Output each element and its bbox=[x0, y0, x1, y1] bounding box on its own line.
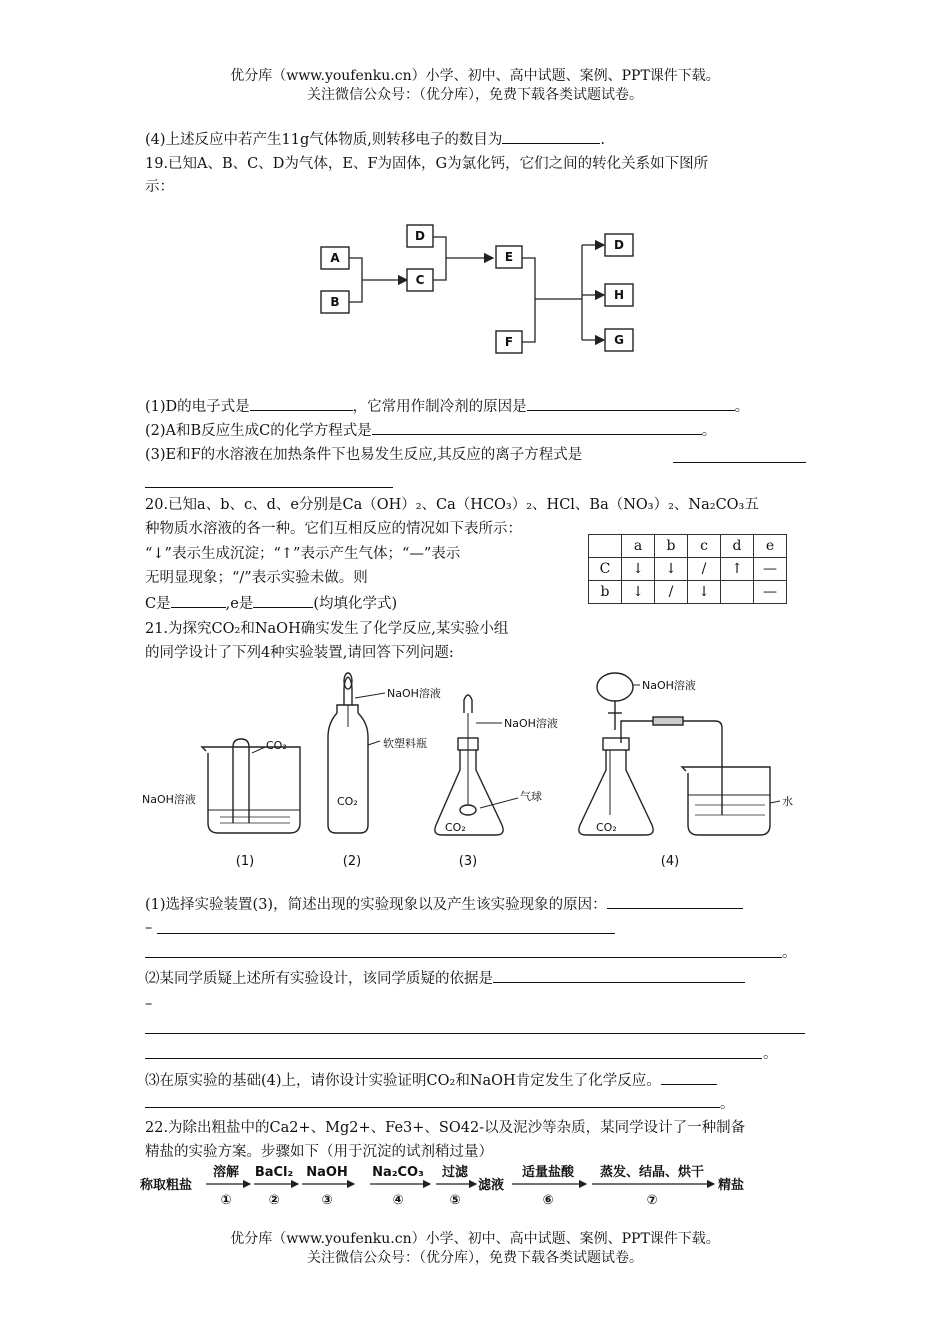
q19-part1: (1)D的电子式是 ，它常用作制冷剂的原因是 。 bbox=[145, 395, 749, 418]
q19-part3: (3)E和F的水溶液在加热条件下也易发生反应,其反应的离子方程式是 bbox=[145, 447, 583, 463]
flow-start: 称取粗盐 bbox=[140, 1178, 193, 1193]
answer-blank[interactable] bbox=[493, 967, 745, 983]
label-co2-1: CO₂ bbox=[266, 739, 287, 752]
q21-part1-cont: – bbox=[145, 920, 153, 936]
apparatus-1-beaker bbox=[202, 739, 300, 833]
answer-blank[interactable] bbox=[145, 1107, 720, 1108]
q21-apparatus-figure bbox=[140, 665, 800, 875]
step-3-reagent: NaOH bbox=[306, 1165, 348, 1180]
answer-blank[interactable] bbox=[661, 1069, 717, 1085]
step-5-number: ⑤ bbox=[449, 1193, 461, 1208]
step-1-reagent: 溶解 bbox=[212, 1165, 240, 1180]
answer-blank[interactable] bbox=[607, 893, 743, 909]
page-footer-line1: 优分库（www.youfenku.cn）小学、初中、高中试题、案例、PPT课件下载。 bbox=[230, 1231, 720, 1247]
q20-line5: C是 ,e是 (均填化学式) bbox=[145, 592, 397, 615]
label-apparatus-2: (2) bbox=[342, 854, 362, 869]
flow-filtrate: 滤液 bbox=[478, 1178, 505, 1193]
q21-part1: (1)选择实验装置(3)，简述出现的实验现象以及产生该实验现象的原因： bbox=[145, 893, 743, 916]
box-label-E: E bbox=[504, 250, 514, 264]
answer-blank[interactable] bbox=[250, 395, 353, 411]
page-header-line2: 关注微信公众号：（优分库），免费下载各类试题试卷。 bbox=[307, 87, 643, 103]
q21-part2-end: 。 bbox=[763, 1046, 778, 1062]
answer-blank[interactable] bbox=[145, 957, 782, 958]
answer-blank[interactable] bbox=[145, 487, 393, 488]
q19-part2: (2)A和B反应生成C的化学方程式是 。 bbox=[145, 419, 716, 442]
step-7-reagent: 蒸发、结晶、烘干 bbox=[599, 1165, 705, 1180]
q21-part3: ⑶在原实验的基础(4)上，请你设计实验证明CO₂和NaOH肯定发生了化学反应。 bbox=[145, 1069, 717, 1092]
q22-line2: 精盐的实验方案。步骤如下（用于沉淀的试剂稍过量） bbox=[145, 1144, 493, 1160]
reaction-table bbox=[588, 534, 787, 604]
step-6-number: ⑥ bbox=[542, 1193, 554, 1208]
answer-blank[interactable] bbox=[527, 395, 735, 411]
answer-blank[interactable] bbox=[253, 592, 313, 608]
table-header-row: a b c d e bbox=[589, 535, 787, 558]
step-6-reagent: 适量盐酸 bbox=[521, 1165, 575, 1180]
q22-process-flow bbox=[140, 1160, 760, 1210]
step-4-number: ④ bbox=[392, 1193, 404, 1208]
apparatus-4-setup bbox=[579, 673, 780, 835]
answer-blank[interactable] bbox=[145, 1033, 805, 1034]
box-label-A: A bbox=[330, 251, 340, 265]
q21-part2: ⑵某同学质疑上述所有实验设计，该同学质疑的依据是 bbox=[145, 967, 745, 990]
flow-end: 精盐 bbox=[718, 1178, 745, 1193]
label-naoh-1: NaOH溶液 bbox=[142, 793, 196, 806]
q20-line2: 种物质水溶液的各一种。它们互相反应的情况如下表所示： bbox=[145, 521, 522, 537]
label-co2-4: CO₂ bbox=[596, 821, 617, 834]
step-2-number: ② bbox=[268, 1193, 280, 1208]
apparatus-3-flask bbox=[435, 695, 518, 835]
answer-blank[interactable] bbox=[502, 128, 600, 144]
table-row: C ↓ ↓ / ↑ — bbox=[589, 558, 787, 581]
q19-stem-line2: 示： bbox=[145, 179, 174, 195]
box-label-D: D bbox=[415, 229, 425, 243]
label-balloon: 气球 bbox=[520, 790, 542, 803]
label-naoh-3: NaOH溶液 bbox=[504, 717, 558, 730]
answer-blank[interactable] bbox=[157, 933, 615, 934]
label-apparatus-3: (3) bbox=[458, 854, 478, 869]
page-footer-line2: 关注微信公众号：（优分库），免费下载各类试题试卷。 bbox=[307, 1250, 643, 1266]
label-co2-3: CO₂ bbox=[445, 821, 466, 834]
answer-blank[interactable] bbox=[673, 462, 806, 463]
q21-part1-end: 。 bbox=[782, 945, 797, 961]
q18-part4: (4)上述反应中若产生11g气体物质,则转移电子的数目为 . bbox=[145, 128, 605, 151]
q20-line3: “↓”表示生成沉淀；“↑”表示产生气体；“—”表示 bbox=[145, 546, 461, 562]
label-naoh-2: NaOH溶液 bbox=[387, 687, 441, 700]
label-naoh-4: NaOH溶液 bbox=[642, 679, 696, 692]
step-5-reagent: 过滤 bbox=[441, 1165, 469, 1180]
box-label-B: B bbox=[330, 295, 340, 309]
step-7-number: ⑦ bbox=[646, 1193, 658, 1208]
q19-flow-diagram bbox=[300, 215, 650, 360]
box-label-G: G bbox=[614, 333, 624, 347]
label-soft-bottle: 软塑料瓶 bbox=[383, 737, 427, 750]
q20-line4: 无明显现象；“/”表示实验未做。则 bbox=[145, 570, 368, 586]
answer-blank[interactable] bbox=[145, 1058, 762, 1059]
step-3-number: ③ bbox=[321, 1193, 333, 1208]
q21-line2: 的同学设计了下列4种实验装置,请回答下列问题: bbox=[145, 645, 454, 661]
step-1-number: ① bbox=[220, 1193, 232, 1208]
table-row: b ↓ / ↓ — bbox=[589, 581, 787, 604]
box-label-H: H bbox=[613, 288, 625, 302]
q20-line1: 20.已知a、b、c、d、e分别是Ca（OH）₂、Ca（HCO₃）₂、HCl、Ba（NO₃）₂、Na₂CO₃五 bbox=[145, 497, 759, 513]
q19-stem-line1: 19.已知A、B、C、D为气体，E、F为固体，G为氯化钙，它们之间的转化关系如下图所 bbox=[145, 156, 709, 172]
apparatus-2-bottle bbox=[328, 673, 385, 833]
label-apparatus-1: (1) bbox=[235, 854, 255, 869]
box-label-F: F bbox=[504, 335, 514, 349]
step-4-reagent: Na₂CO₃ bbox=[372, 1165, 424, 1180]
q22-line1: 22.为除出粗盐中的Ca2+、Mg2+、Fe3+、SO42-以及泥沙等杂质，某同学设计了一种制备 bbox=[145, 1120, 746, 1136]
answer-blank[interactable] bbox=[171, 592, 226, 608]
q21-part2-cont: – bbox=[145, 996, 153, 1012]
step-2-reagent: BaCl₂ bbox=[254, 1165, 294, 1180]
label-water: 水 bbox=[782, 795, 793, 808]
q21-part3-end: 。 bbox=[720, 1096, 735, 1112]
box-label-C: C bbox=[415, 273, 425, 287]
label-apparatus-4: (4) bbox=[660, 854, 680, 869]
label-co2-2: CO₂ bbox=[337, 795, 358, 808]
box-label-D2: D bbox=[614, 238, 624, 252]
answer-blank[interactable] bbox=[372, 419, 702, 435]
page-header-line1: 优分库（www.youfenku.cn）小学、初中、高中试题、案例、PPT课件下载。 bbox=[230, 68, 720, 84]
q21-line1: 21.为探究CO₂和NaOH确实发生了化学反应,某实验小组 bbox=[145, 621, 509, 637]
